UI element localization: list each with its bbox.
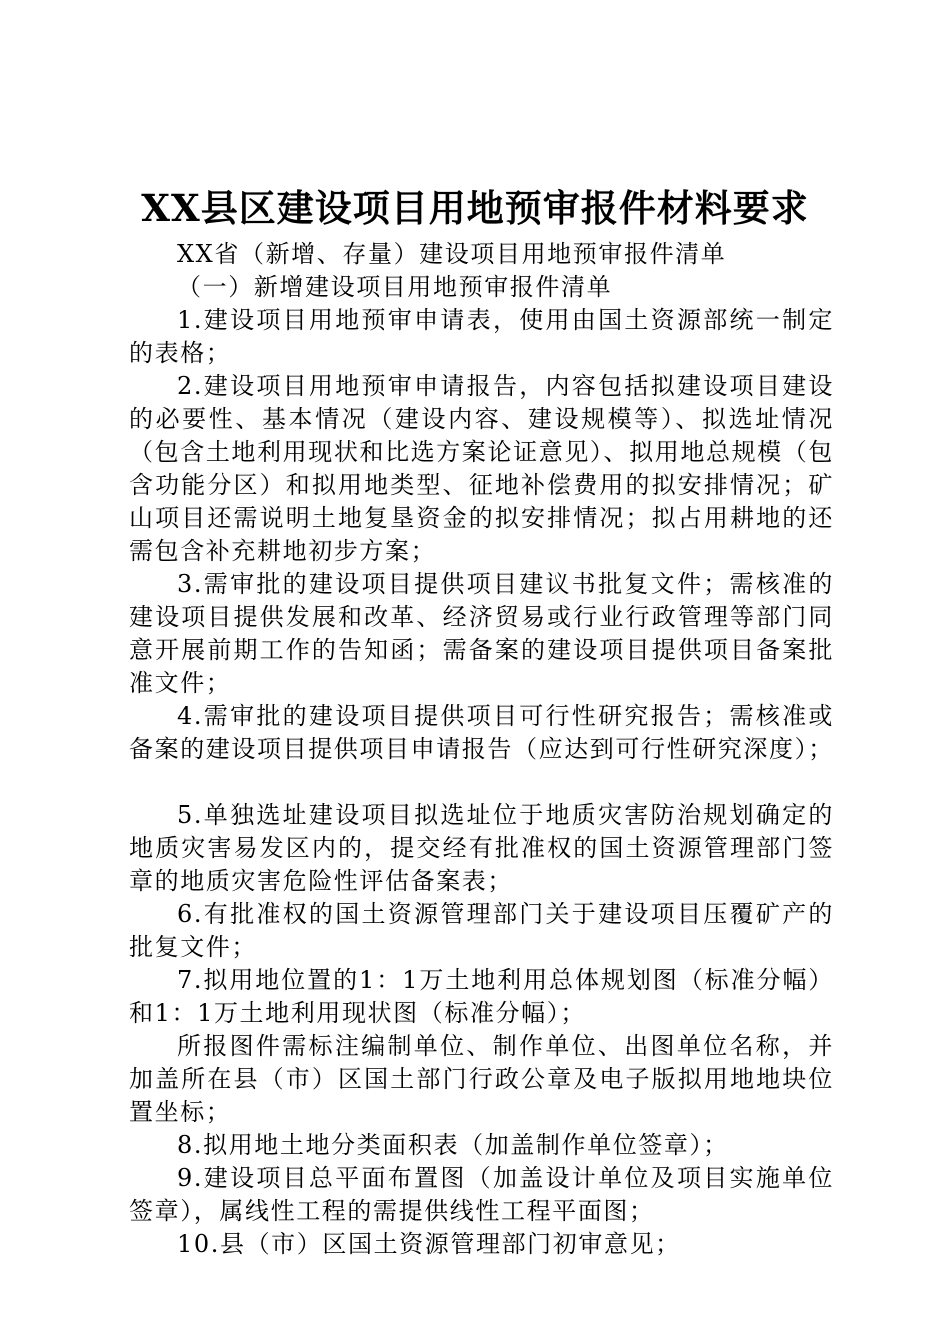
list-item-5: 5.单独选址建设项目拟选址位于地质灾害防治规划确定的地质灾害易发区内的，提交经有批准权的国土资源管理部门签章的地质灾害危险性评估备案表； — [129, 801, 834, 895]
list-item-7: 7.拟用地位置的1：1万土地利用总体规划图（标准分幅）和1：1万土地利用现状图（标准分幅）； — [129, 966, 834, 1027]
list-item-9: 9.建设项目总平面布置图（加盖设计单位及项目实施单位签章），属线性工程的需提供线性工程平面图； — [129, 1164, 834, 1225]
list-item-7-note: 所报图件需标注编制单位、制作单位、出图单位名称，并加盖所在县（市）区国土部门行政公章及电子版拟用地地块位置坐标； — [129, 1032, 834, 1126]
section-heading: （一）新增建设项目用地预审报件清单 — [177, 273, 613, 301]
list-item-4: 4.需审批的建设项目提供项目可行性研究报告；需核准或备案的建设项目提供项目申请报告（应达到可行性研究深度）； — [129, 702, 834, 763]
list-item-10: 10.县（市）区国土资源管理部门初审意见； — [177, 1230, 681, 1258]
list-item-3: 3.需审批的建设项目提供项目建议书批复文件；需核准的建设项目提供发展和改革、经济贸易或行业行政管理等部门同意开展前期工作的告知函；需备案的建设项目提供项目备案批准文件； — [129, 570, 834, 697]
document-title: XX县区建设项目用地预审报件材料要求 — [141, 186, 809, 230]
list-item-6: 6.有批准权的国土资源管理部门关于建设项目压覆矿产的批复文件； — [129, 900, 834, 961]
list-item-2: 2.建设项目用地预审申请报告，内容包括拟建设项目建设的必要性、基本情况（建设内容、建设规模等）、拟选址情况（包含土地利用现状和比选方案论证意见）、拟用地总规模（包含功能分区）和拟用地类型、征地补偿费用的拟安排情况；矿山项目还需说明土地复垦资金的拟安排情况；拟占用耕地的还需包含补充耕地初步方案； — [129, 372, 834, 565]
document-subtitle: XX省（新增、存量）建设项目用地预审报件清单 — [177, 240, 727, 268]
list-item-1: 1.建设项目用地预审申请表，使用由国土资源部统一制定的表格； — [129, 306, 834, 367]
document-body — [129, 238, 834, 1261]
paragraph-gap — [129, 766, 834, 799]
list-item-8: 8.拟用地土地分类面积表（加盖制作单位签章）； — [177, 1131, 729, 1159]
